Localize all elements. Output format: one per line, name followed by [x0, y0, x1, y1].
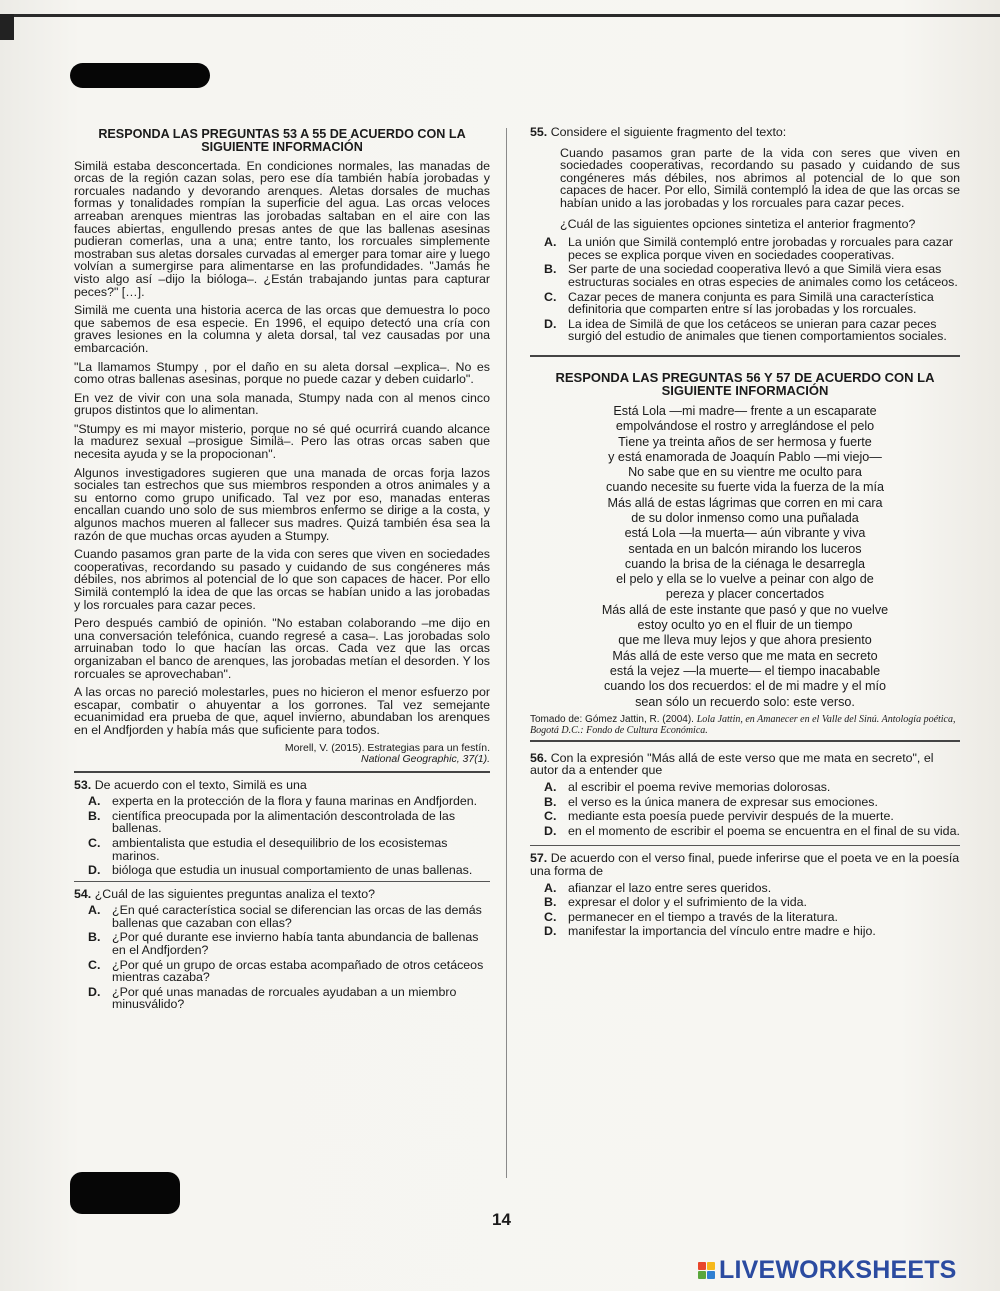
poem-line: Está Lola —mi madre— frente a un escaparate: [613, 403, 877, 418]
redaction-top: [70, 63, 210, 88]
question-57: [530, 852, 960, 938]
poem-line: el pelo y ella se lo vuelve a peinar con algo de: [616, 572, 874, 587]
liveworksheets-logo-icon: [698, 1262, 715, 1279]
brand-name: LIVEWORKSHEETS: [719, 1256, 957, 1284]
question-rule: [530, 845, 960, 846]
citation-rest: Lola Jattin, en Amanecer en el Valle del Sinú. Antología poética, Bogotá D.C.: Fondo de Cultura Económica.: [530, 713, 956, 736]
poem-line: No sabe que en su vientre me oculto para: [628, 465, 862, 480]
left-column: [74, 128, 490, 1013]
poem-line: sean sólo un recuerdo solo: este verso.: [635, 694, 855, 709]
right-column: [530, 126, 960, 940]
reading-paragraph: A las orcas no pareció molestarles, pues no hicieron el menor esfuerzo por escapar, combatir o ahuyentar a los gorrones. Tal vez semejante ecuanimidad era prueba de que, aquel invierno, abundaban los arenques en el Andfjorden y había más que suficiente para todos.: [74, 685, 490, 737]
column-divider: [506, 128, 507, 1178]
poem-line: Más allá de este instante que pasó y que no vuelve: [601, 602, 889, 617]
poem-citation: [530, 714, 960, 736]
section1-title: RESPONDA LAS PREGUNTAS 53 A 55 DE ACUERDO CON LA SIGUIENTE INFORMACIÓN: [98, 127, 466, 154]
answer-option-d[interactable]: D. manifestar la importancia del vínculo entre madre e hijo.: [544, 924, 876, 939]
reading-paragraph: Similä estaba desconcertada. En condiciones normales, las manadas de orcas de la región cazan solas, pero ese día también había jorobadas y rorcuales nadando y devorando arenques. Aletas dorsales de muchas formas y tonalidades rompían la superficie del agua. Las orcas veloces arreaban arenques mientras las jorobadas saltaban en el aire con las fauces abiertas, engullendo presas antes de que las ballenas asesinas pudieran comerlas, una a una; entre tanto, los rorcuales simplemente mostraban sus aletas dorsales curvadas al emerger para tomar aire y luego volvían a sumergirse para alimentarse en las profundidades. "Jamás he visto algo así –dijo la bióloga–. ¿Están trabajando juntas para capturar peces?" […].: [74, 158, 490, 299]
corner-mark: [0, 14, 14, 40]
poem-line: Tiene ya treinta años de ser hermosa y fuerte: [618, 434, 872, 449]
answer-option-b[interactable]: B. científica preocupada por la alimentación descontrolada de las ballenas.: [88, 808, 456, 836]
question-number: 54.: [74, 886, 92, 901]
poem-line: pereza y placer concertados: [665, 587, 825, 602]
reading-paragraph: "Stumpy es mi mayor misterio, porque no sé qué ocurrirá cuando alcance la madurez sexual –prosigue Similä–. Pero las otras orcas saben que necesita ayuda y se la propocionan".: [74, 421, 490, 462]
poem-line: de su dolor inmenso como una puñalada: [631, 510, 859, 525]
section1-citation: [74, 743, 490, 765]
poem-line: y está enamorada de Joaquín Pablo —mi viejo—: [608, 449, 882, 464]
reading-paragraph: Cuando pasamos gran parte de la vida con seres que viven en sociedades cooperativas, recordando su pasado y cuidando de sus congéneres más débiles, nos abrimos al potencial de lo que son capaces de hacer. Por ello Similä contempló la idea de que las orcas se habían unido a las jorobadas y los rorcuales para cazar peces.: [74, 547, 490, 612]
question-number: 56.: [530, 750, 548, 765]
answer-option-c[interactable]: C. ambientalista que estudia el desequilibrio de los ecosistemas marinos.: [88, 835, 448, 863]
question-stem: ¿Cuál de las siguientes preguntas analiza el texto?: [94, 886, 376, 901]
answer-option-c[interactable]: C. mediante esta poesía puede pervivir después de la muerte.: [544, 809, 894, 824]
citation-title: Estrategias para un festín.: [367, 741, 490, 754]
poem-line: Más allá de este verso que me mata en secreto: [612, 648, 878, 663]
section-rule: [530, 740, 960, 742]
answer-option-a[interactable]: A. ¿En qué característica social se diferencian las orcas de las demás ballenas que cazaban con ellas?: [88, 903, 482, 930]
question-stem: De acuerdo con el verso final, puede inferirse que el poeta ve en la poesía una forma de: [530, 851, 960, 878]
question-number: 53.: [74, 777, 92, 792]
question-55: [530, 126, 960, 343]
poem-line: sentada en un balcón mirando los luceros: [628, 541, 862, 556]
answer-option-a[interactable]: A. afianzar el lazo entre seres queridos.: [544, 880, 772, 895]
question-number: 57.: [530, 851, 548, 866]
poem-line: estoy oculto yo en el fluir de un tiempo: [637, 618, 853, 633]
answer-option-c[interactable]: C. permanecer en el tiempo a través de la literatura.: [544, 909, 838, 924]
reading-paragraph: Pero después cambió de opinión. "No estaban colaborando –me dijo en una conversación telefónica, cuando regresé a casa–. Las jorobadas solo arruinaban todo lo que hacían las orcas. Cada vez que las orcas organizaban el banco de arenques, las jorobadas metían el desorden. Y los rorcuales se aprovechaban".: [74, 616, 490, 681]
reading-paragraph: Algunos investigadores sugieren que una manada de orcas forja lazos sociales tan estrechos que sus miembros responden a otros animales y a su entorno como grupo unificado. Tal vez por eso, manadas enteras encallan cuando uno solo de sus miembros enfermo se dirige a la costa, y algunos machos mueren al fallecer sus madres. Quizá también ésa sea la razón de que muchas orcas ayuden a Stumpy.: [74, 465, 490, 543]
answer-option-d[interactable]: D. bióloga que estudia un inusual comportamiento de unas ballenas.: [88, 863, 473, 878]
poem: [530, 404, 960, 710]
question-56: [530, 752, 960, 838]
poem-line: está la vejez —la muerte— el tiempo inacabable: [609, 663, 881, 678]
poem-line: cuando la brisa de la ciénaga le desarregla: [624, 556, 866, 571]
answer-option-b[interactable]: B. el verso es la única manera de expresar sus emociones.: [544, 794, 878, 809]
poem-line: que me lleva muy lejos y que ahora presiento: [618, 633, 872, 648]
question-stem: Con la expresión "Más allá de este verso que me mata en secreto", el autor da a entender que: [530, 750, 934, 778]
question-rule: [74, 881, 490, 882]
answer-option-b[interactable]: B. expresar el dolor y el sufrimiento de la vida.: [544, 895, 807, 910]
page-number: 14: [492, 1210, 511, 1229]
reading-paragraph: Similä me cuenta una historia acerca de las orcas que demuestra lo poco que sabemos de esa especie. En 1996, el equipo detectó una cría con graves lesiones en la columna y aleta dorsal, tal vez causadas por una embarcación.: [74, 303, 490, 355]
question-stem: De acuerdo con el texto, Similä es una: [94, 777, 307, 792]
reading-paragraph: En vez de vivir con una sola manada, Stumpy nada con al menos cinco grupos distintos que lo alimentan.: [74, 390, 490, 418]
liveworksheets-brand[interactable]: [698, 1256, 957, 1285]
question-prompt: ¿Cuál de las siguientes opciones sintetiza el anterior fragmento?: [560, 216, 916, 231]
question-53: [74, 779, 490, 877]
quoted-excerpt: Cuando pasamos gran parte de la vida con seres que viven en sociedades cooperativas, recordando su pasado y cuidando de sus congéneres más débiles, nos abrimos al potencial de lo que son capaces de hacer. Por ello, Similä contempló la idea de que las orcas se habían unido a las jorobadas y los rorcuales para cazar peces.: [560, 145, 960, 210]
answer-option-c[interactable]: C. Cazar peces de manera conjunta es para Similä una característica definitoria que comparten entre sí las jorobadas y los rorcuales.: [544, 289, 934, 317]
poem-line: cuando necesite su fuerte vida la fuerza de la mía: [606, 480, 884, 495]
answer-option-a[interactable]: A. al escribir el poema revive memorias dolorosas.: [544, 780, 831, 795]
answer-option-c[interactable]: C. ¿Por qué un grupo de orcas estaba acompañado de otros cetáceos mientras cazaba?: [88, 957, 484, 985]
section2-title: RESPONDA LAS PREGUNTAS 56 Y 57 DE ACUERDO CON LA SIGUIENTE INFORMACIÓN: [555, 369, 935, 399]
redaction-bottom: [70, 1172, 180, 1214]
answer-option-b[interactable]: B. Ser parte de una sociedad cooperativa llevó a que Similä viera esas estructuras sociales en otras especies de animales como los cetáceos.: [544, 262, 958, 289]
question-stem: Considere el siguiente fragmento del texto:: [550, 125, 787, 139]
answer-option-a[interactable]: A. experta en la protección de la flora y fauna marinas en Andfjorden.: [88, 794, 478, 809]
section-rule: [530, 355, 960, 357]
answer-option-d[interactable]: D. La idea de Similä de que los cetáceos se unieran para cazar peces surgió del estudio de animales que tienen comportamientos sociales.: [544, 316, 947, 344]
question-54: [74, 888, 490, 1011]
citation-author: Morell, V. (2015).: [284, 741, 365, 754]
answer-option-a[interactable]: A. La unión que Similä contempló entre jorobadas y rorcuales para cazar peces se explica porque viven en sociedades cooperativas.: [544, 235, 954, 262]
reading-paragraph: "La llamamos Stumpy , por el daño en su aleta dorsal –explica–. No es como otras ballenas asesinas, porque no puede cazar y deben cuidarlo".: [74, 359, 490, 387]
poem-line: Más allá de estas lágrimas que corren en mi cara: [607, 495, 883, 510]
poem-line: empolvándose el rostro y arreglándose el pelo: [615, 419, 875, 434]
citation-source: National Geographic, 37(1).: [361, 752, 490, 765]
citation-lead: Tomado de: Gómez Jattin, R. (2004).: [530, 713, 694, 725]
answer-option-d[interactable]: D. ¿Por qué unas manadas de rorcuales ayudaban a un miembro minusválido?: [88, 984, 457, 1012]
poem-line: cuando los dos recuerdos: el de mi madre y el mío: [603, 679, 887, 694]
section-rule: [74, 771, 490, 773]
answer-option-b[interactable]: B. ¿Por qué durante ese invierno había tanta abundancia de ballenas en el Andfjorden?: [88, 930, 479, 958]
poem-line: está Lola —la muerta— aún vibrante y viva: [624, 526, 866, 541]
question-number: 55.: [530, 125, 548, 139]
top-border: [0, 14, 1000, 17]
answer-option-d[interactable]: D. en el momento de escribir el poema se encuentra en el final de su vida.: [544, 823, 960, 838]
